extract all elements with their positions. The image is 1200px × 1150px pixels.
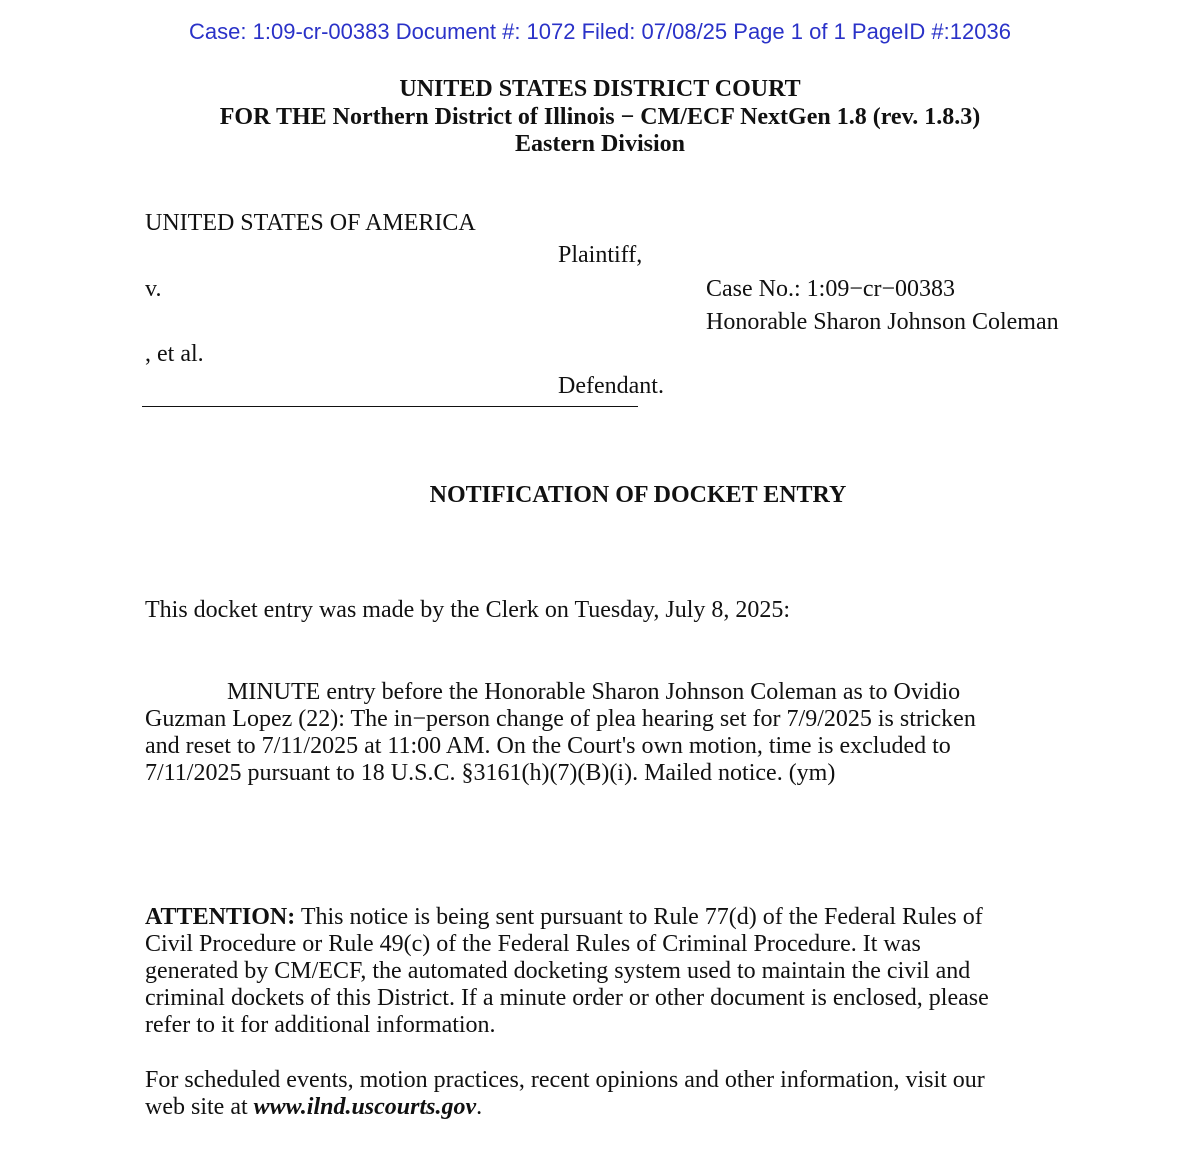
attention-notice — [145, 904, 1105, 1039]
attention-line: criminal dockets of this District. If a minute order or other document is enclosed, please — [145, 985, 989, 1011]
defendant-name: , et al. — [145, 341, 204, 367]
versus-label: v. — [145, 276, 162, 302]
website-link[interactable]: www.ilnd.uscourts.gov — [253, 1094, 477, 1120]
court-district: FOR THE Northern District of Illinois − CM/ECF NextGen 1.8 (rev. 1.8.3) — [219, 104, 981, 130]
attention-text: This notice is being sent pursuant to Rule 77(d) of the Federal Rules of — [295, 904, 983, 930]
entry-intro: This docket entry was made by the Clerk on Tuesday, July 8, 2025: — [145, 597, 791, 623]
footer-line: For scheduled events, motion practices, recent opinions and other information, visit our — [145, 1067, 985, 1093]
minute-entry-line: 7/11/2025 pursuant to 18 U.S.C. §3161(h)(7)(B)(i). Mailed notice. (ym) — [145, 760, 836, 786]
court-division: Eastern Division — [514, 131, 685, 157]
attention-line: generated by CM/ECF, the automated docketing system used to maintain the civil and — [145, 958, 971, 984]
footer-suffix: . — [476, 1094, 483, 1120]
footer-prefix: web site at — [145, 1094, 254, 1120]
header-stamp: Case: 1:09-cr-00383 Document #: 1072 Filed: 07/08/25 Page 1 of 1 PageID #:12036 — [189, 19, 1011, 44]
defendant-role: Defendant. — [558, 373, 664, 399]
minute-entry — [145, 679, 1105, 787]
minute-entry-line: Guzman Lopez (22): The in−person change of plea hearing set for 7/9/2025 is stricken — [145, 706, 976, 732]
footer-info — [145, 1067, 1105, 1121]
court-name: UNITED STATES DISTRICT COURT — [399, 76, 801, 102]
minute-entry-line: MINUTE entry before the Honorable Sharon Johnson Coleman as to Ovidio — [227, 679, 961, 705]
judge-name: Honorable Sharon Johnson Coleman — [706, 309, 1059, 335]
notice-title: NOTIFICATION OF DOCKET ENTRY — [429, 482, 847, 508]
attention-line: Civil Procedure or Rule 49(c) of the Federal Rules of Criminal Procedure. It was — [145, 931, 921, 957]
case-number: Case No.: 1:09−cr−00383 — [706, 276, 956, 302]
plaintiff-role: Plaintiff, — [558, 242, 643, 268]
attention-label: ATTENTION: — [145, 904, 296, 930]
minute-entry-line: and reset to 7/11/2025 at 11:00 AM. On the Court's own motion, time is excluded to — [145, 733, 951, 759]
caption-divider — [142, 406, 638, 407]
plaintiff-name: UNITED STATES OF AMERICA — [145, 210, 476, 236]
attention-line: refer to it for additional information. — [145, 1012, 496, 1038]
